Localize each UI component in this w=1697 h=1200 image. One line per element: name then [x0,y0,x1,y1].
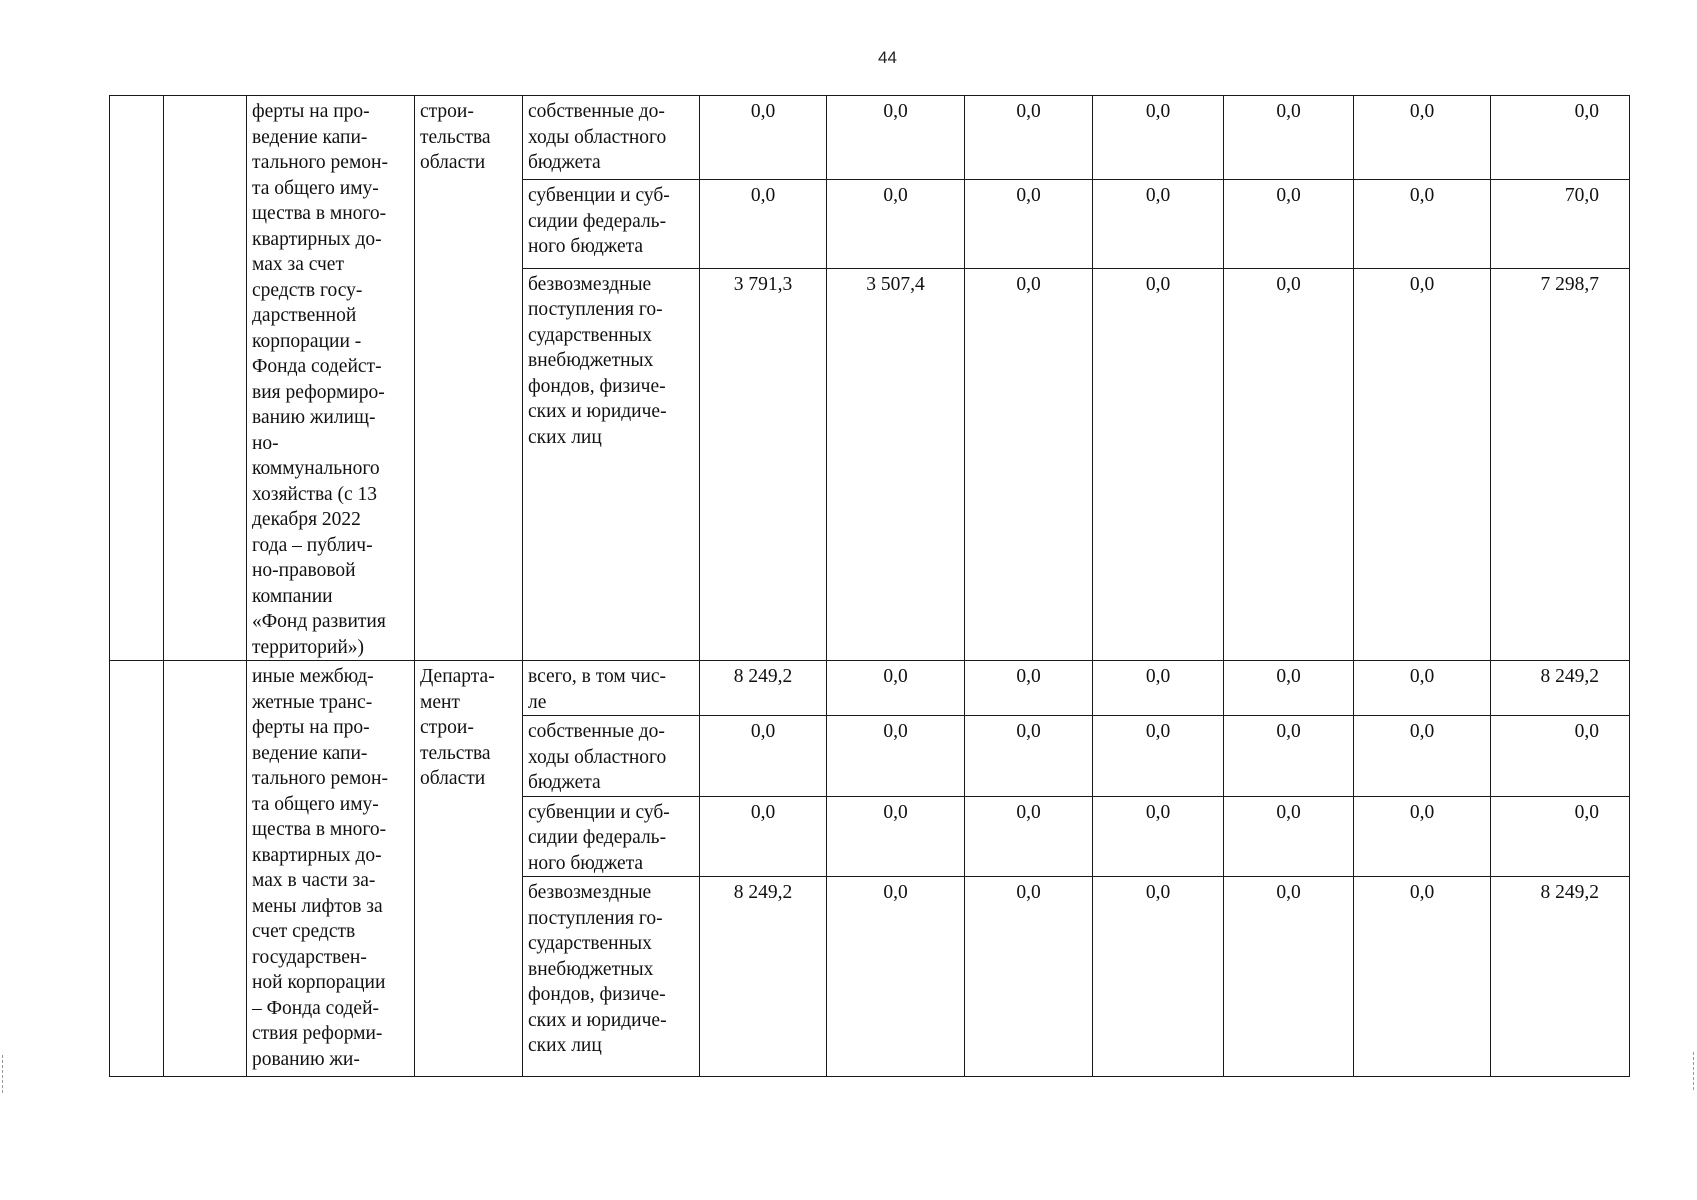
value-cell: 3 791,3 [700,268,827,660]
value-cell: 0,0 [965,661,1093,716]
value-cell: 0,0 [1093,96,1224,180]
budget-table [109,95,1630,1077]
table-row [110,661,1630,716]
scan-edge-mark-left [2,1055,5,1093]
value-cell: 0,0 [700,716,827,797]
value-cell: 0,0 [1224,180,1354,268]
value-cell: 8 249,2 [700,661,827,716]
value-cell: 0,0 [827,96,965,180]
code-cell [164,96,247,661]
value-cell: 0,0 [1093,877,1224,1077]
value-cell: 0,0 [965,877,1093,1077]
value-cell: 0,0 [700,796,827,877]
value-cell: 0,0 [1354,796,1491,877]
responsible-department: Департа- мент строи- тельства области [415,661,523,1077]
code-cell [164,661,247,1077]
value-cell: 0,0 [827,877,965,1077]
value-cell: 0,0 [827,661,965,716]
value-cell: 0,0 [1224,96,1354,180]
funding-source: безвозмездные поступления го- сударственных внебюджетных фондов, физиче- ских и юридиче- ских лиц [523,877,700,1077]
value-cell: 0,0 [1354,661,1491,716]
value-cell: 0,0 [827,180,965,268]
value-cell: 0,0 [1093,716,1224,797]
value-cell: 0,0 [1093,796,1224,877]
value-cell: 0,0 [1354,180,1491,268]
total-cell: 8 249,2 [1491,661,1630,716]
value-cell: 0,0 [1224,661,1354,716]
total-cell: 70,0 [1491,180,1630,268]
value-cell: 0,0 [1093,180,1224,268]
value-cell: 0,0 [965,96,1093,180]
value-cell: 8 249,2 [700,877,827,1077]
funding-source: собственные до- ходы областного бюджета [523,96,700,180]
value-cell: 0,0 [1224,877,1354,1077]
funding-source: субвенции и суб- сидии федераль- ного бюджета [523,180,700,268]
value-cell: 0,0 [965,796,1093,877]
value-cell: 0,0 [1224,796,1354,877]
responsible-department: строи- тельства области [415,96,523,661]
page-number: 44 [878,48,897,67]
total-cell: 0,0 [1491,796,1630,877]
total-cell: 0,0 [1491,96,1630,180]
value-cell: 0,0 [1224,716,1354,797]
value-cell: 3 507,4 [827,268,965,660]
total-cell: 8 249,2 [1491,877,1630,1077]
measure-description: ферты на про- ведение капи- тального ремон- та общего иму- щества в много- квартирных до- мах за счет средств госу- дарственной корпорации - Фонда содейст- вия реформиро- ванию жилищ- но- коммунального хозяйства (с 13 декабря 2022 года – публич- но-правовой компании «Фонд развития территорий») [247,96,415,661]
value-cell: 0,0 [1354,877,1491,1077]
funding-source: безвозмездные поступления го- сударственных внебюджетных фондов, физиче- ских и юридиче- ских лиц [523,268,700,660]
value-cell: 0,0 [700,96,827,180]
value-cell: 0,0 [1224,268,1354,660]
value-cell: 0,0 [700,180,827,268]
scan-edge-mark-right [1693,1052,1696,1090]
value-cell: 0,0 [965,268,1093,660]
value-cell: 0,0 [965,716,1093,797]
funding-source: всего, в том чис- ле [523,661,700,716]
total-cell: 7 298,7 [1491,268,1630,660]
total-cell: 0,0 [1491,716,1630,797]
value-cell: 0,0 [1354,716,1491,797]
table-row [110,96,1630,180]
value-cell: 0,0 [827,716,965,797]
funding-source: собственные до- ходы областного бюджета [523,716,700,797]
measure-description: иные межбюд- жетные транс- ферты на про- ведение капи- тального ремон- та общего иму- щества в много- квартирных до- мах в части за- мены лифтов за счет средств государствен- ной корпорации – Фонда содей- ствия реформи- рованию жи- [247,661,415,1077]
value-cell: 0,0 [965,180,1093,268]
value-cell: 0,0 [1354,268,1491,660]
number-cell [110,96,164,661]
value-cell: 0,0 [827,796,965,877]
funding-source: субвенции и суб- сидии федераль- ного бюджета [523,796,700,877]
value-cell: 0,0 [1354,96,1491,180]
number-cell [110,661,164,1077]
value-cell: 0,0 [1093,661,1224,716]
value-cell: 0,0 [1093,268,1224,660]
